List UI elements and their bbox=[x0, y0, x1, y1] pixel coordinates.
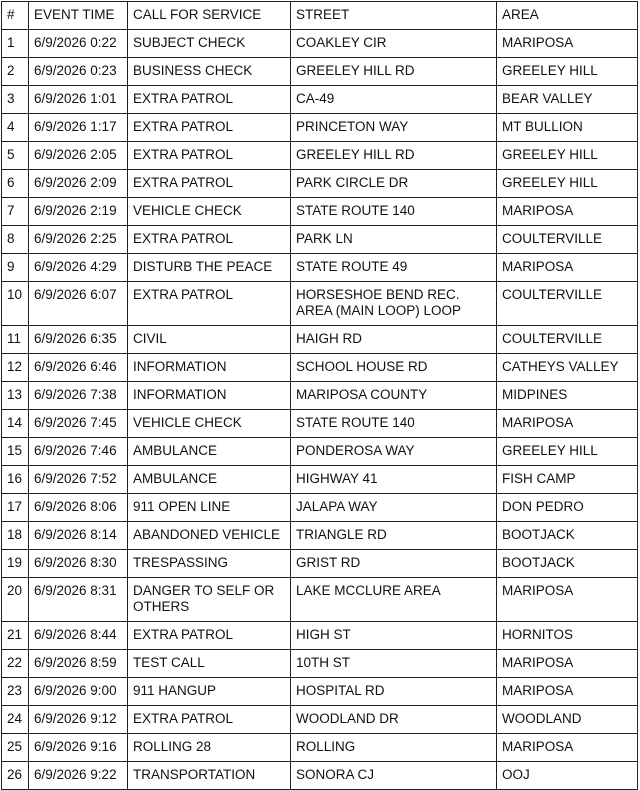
cell-call-for-service: ROLLING 28 bbox=[128, 734, 291, 762]
cell-street: COAKLEY CIR bbox=[291, 30, 497, 58]
cell-call-for-service: INFORMATION bbox=[128, 354, 291, 382]
table-row bbox=[2, 466, 638, 494]
cell-street: SONORA CJ bbox=[291, 762, 497, 790]
call-log-sheet bbox=[1, 1, 638, 790]
cell-number: 12 bbox=[2, 354, 29, 382]
cell-call-for-service: VEHICLE CHECK bbox=[128, 410, 291, 438]
cell-street: ROLLING bbox=[291, 734, 497, 762]
cell-area: BEAR VALLEY bbox=[497, 86, 638, 114]
table-body bbox=[2, 30, 638, 790]
table-row bbox=[2, 762, 638, 790]
cell-call-for-service: EXTRA PATROL bbox=[128, 170, 291, 198]
cell-street: 10TH ST bbox=[291, 650, 497, 678]
cell-number: 26 bbox=[2, 762, 29, 790]
table-row bbox=[2, 550, 638, 578]
cell-call-for-service: CIVIL bbox=[128, 326, 291, 354]
table-row bbox=[2, 58, 638, 86]
table-row bbox=[2, 410, 638, 438]
cell-number: 20 bbox=[2, 578, 29, 622]
cell-number: 11 bbox=[2, 326, 29, 354]
cell-call-for-service: EXTRA PATROL bbox=[128, 282, 291, 326]
cell-area: MARIPOSA bbox=[497, 578, 638, 622]
cell-event-time: 6/9/2026 1:17 bbox=[29, 114, 128, 142]
header-row bbox=[2, 2, 638, 30]
cell-event-time: 6/9/2026 2:09 bbox=[29, 170, 128, 198]
cell-number: 4 bbox=[2, 114, 29, 142]
cell-number: 18 bbox=[2, 522, 29, 550]
header-area: AREA bbox=[497, 2, 638, 30]
cell-number: 3 bbox=[2, 86, 29, 114]
cell-call-for-service: EXTRA PATROL bbox=[128, 114, 291, 142]
cell-street: GRIST RD bbox=[291, 550, 497, 578]
cell-area: COULTERVILLE bbox=[497, 282, 638, 326]
cell-call-for-service: EXTRA PATROL bbox=[128, 226, 291, 254]
table-row bbox=[2, 114, 638, 142]
header-call-for-service: CALL FOR SERVICE bbox=[128, 2, 291, 30]
cell-call-for-service: EXTRA PATROL bbox=[128, 86, 291, 114]
cell-number: 8 bbox=[2, 226, 29, 254]
table-row bbox=[2, 382, 638, 410]
table-row bbox=[2, 354, 638, 382]
cell-street: STATE ROUTE 140 bbox=[291, 410, 497, 438]
cell-area: HORNITOS bbox=[497, 622, 638, 650]
cell-area: COULTERVILLE bbox=[497, 326, 638, 354]
cell-street: STATE ROUTE 140 bbox=[291, 198, 497, 226]
table-row bbox=[2, 226, 638, 254]
cell-event-time: 6/9/2026 6:35 bbox=[29, 326, 128, 354]
cell-number: 15 bbox=[2, 438, 29, 466]
cell-call-for-service: DISTURB THE PEACE bbox=[128, 254, 291, 282]
cell-call-for-service: EXTRA PATROL bbox=[128, 142, 291, 170]
cell-call-for-service: ABANDONED VEHICLE bbox=[128, 522, 291, 550]
cell-event-time: 6/9/2026 8:59 bbox=[29, 650, 128, 678]
cell-event-time: 6/9/2026 0:22 bbox=[29, 30, 128, 58]
cell-area: CATHEYS VALLEY bbox=[497, 354, 638, 382]
cell-area: COULTERVILLE bbox=[497, 226, 638, 254]
cell-area: GREELEY HILL bbox=[497, 170, 638, 198]
cell-event-time: 6/9/2026 8:44 bbox=[29, 622, 128, 650]
cell-number: 13 bbox=[2, 382, 29, 410]
cell-call-for-service: VEHICLE CHECK bbox=[128, 198, 291, 226]
cell-number: 24 bbox=[2, 706, 29, 734]
table-row bbox=[2, 30, 638, 58]
cell-area: MT BULLION bbox=[497, 114, 638, 142]
cell-event-time: 6/9/2026 7:38 bbox=[29, 382, 128, 410]
cell-street: HIGH ST bbox=[291, 622, 497, 650]
cell-call-for-service: AMBULANCE bbox=[128, 438, 291, 466]
cell-call-for-service: DANGER TO SELF OR OTHERS bbox=[128, 578, 291, 622]
cell-number: 10 bbox=[2, 282, 29, 326]
header-number: # bbox=[2, 2, 29, 30]
table-row bbox=[2, 142, 638, 170]
cell-street: HOSPITAL RD bbox=[291, 678, 497, 706]
table-row bbox=[2, 734, 638, 762]
cell-street: WOODLAND DR bbox=[291, 706, 497, 734]
cell-call-for-service: AMBULANCE bbox=[128, 466, 291, 494]
cell-call-for-service: EXTRA PATROL bbox=[128, 622, 291, 650]
cell-area: MIDPINES bbox=[497, 382, 638, 410]
cell-street: LAKE MCCLURE AREA bbox=[291, 578, 497, 622]
cell-street: STATE ROUTE 49 bbox=[291, 254, 497, 282]
cell-number: 9 bbox=[2, 254, 29, 282]
cell-event-time: 6/9/2026 9:00 bbox=[29, 678, 128, 706]
call-log-table bbox=[1, 1, 638, 790]
cell-area: MARIPOSA bbox=[497, 678, 638, 706]
cell-number: 7 bbox=[2, 198, 29, 226]
table-row bbox=[2, 326, 638, 354]
cell-call-for-service: TRESPASSING bbox=[128, 550, 291, 578]
table-row bbox=[2, 494, 638, 522]
cell-area: MARIPOSA bbox=[497, 650, 638, 678]
table-row bbox=[2, 578, 638, 622]
cell-area: DON PEDRO bbox=[497, 494, 638, 522]
cell-event-time: 6/9/2026 8:31 bbox=[29, 578, 128, 622]
cell-call-for-service: SUBJECT CHECK bbox=[128, 30, 291, 58]
cell-street: PONDEROSA WAY bbox=[291, 438, 497, 466]
cell-area: GREELEY HILL bbox=[497, 58, 638, 86]
table-row bbox=[2, 198, 638, 226]
cell-call-for-service: TEST CALL bbox=[128, 650, 291, 678]
cell-area: BOOTJACK bbox=[497, 522, 638, 550]
cell-event-time: 6/9/2026 0:23 bbox=[29, 58, 128, 86]
cell-event-time: 6/9/2026 6:46 bbox=[29, 354, 128, 382]
cell-call-for-service: TRANSPORTATION bbox=[128, 762, 291, 790]
cell-area: MARIPOSA bbox=[497, 30, 638, 58]
cell-street: HIGHWAY 41 bbox=[291, 466, 497, 494]
cell-event-time: 6/9/2026 9:22 bbox=[29, 762, 128, 790]
cell-street: TRIANGLE RD bbox=[291, 522, 497, 550]
cell-event-time: 6/9/2026 2:19 bbox=[29, 198, 128, 226]
cell-event-time: 6/9/2026 2:05 bbox=[29, 142, 128, 170]
cell-number: 1 bbox=[2, 30, 29, 58]
cell-street: HORSESHOE BEND REC. AREA (MAIN LOOP) LOOP bbox=[291, 282, 497, 326]
cell-event-time: 6/9/2026 1:01 bbox=[29, 86, 128, 114]
cell-street: MARIPOSA COUNTY bbox=[291, 382, 497, 410]
cell-street: JALAPA WAY bbox=[291, 494, 497, 522]
cell-number: 19 bbox=[2, 550, 29, 578]
table-row bbox=[2, 86, 638, 114]
cell-number: 14 bbox=[2, 410, 29, 438]
cell-call-for-service: INFORMATION bbox=[128, 382, 291, 410]
cell-area: GREELEY HILL bbox=[497, 438, 638, 466]
cell-call-for-service: 911 HANGUP bbox=[128, 678, 291, 706]
cell-area: OOJ bbox=[497, 762, 638, 790]
cell-number: 25 bbox=[2, 734, 29, 762]
cell-number: 23 bbox=[2, 678, 29, 706]
cell-street: SCHOOL HOUSE RD bbox=[291, 354, 497, 382]
cell-area: BOOTJACK bbox=[497, 550, 638, 578]
cell-street: HAIGH RD bbox=[291, 326, 497, 354]
table-row bbox=[2, 706, 638, 734]
cell-event-time: 6/9/2026 9:12 bbox=[29, 706, 128, 734]
cell-event-time: 6/9/2026 7:46 bbox=[29, 438, 128, 466]
cell-number: 17 bbox=[2, 494, 29, 522]
cell-street: CA-49 bbox=[291, 86, 497, 114]
cell-area: WOODLAND bbox=[497, 706, 638, 734]
cell-call-for-service: BUSINESS CHECK bbox=[128, 58, 291, 86]
cell-event-time: 6/9/2026 7:52 bbox=[29, 466, 128, 494]
cell-event-time: 6/9/2026 8:30 bbox=[29, 550, 128, 578]
cell-event-time: 6/9/2026 6:07 bbox=[29, 282, 128, 326]
cell-street: PARK CIRCLE DR bbox=[291, 170, 497, 198]
table-row bbox=[2, 522, 638, 550]
header-event-time: EVENT TIME bbox=[29, 2, 128, 30]
cell-number: 21 bbox=[2, 622, 29, 650]
header-street: STREET bbox=[291, 2, 497, 30]
table-row bbox=[2, 622, 638, 650]
cell-event-time: 6/9/2026 7:45 bbox=[29, 410, 128, 438]
cell-event-time: 6/9/2026 2:25 bbox=[29, 226, 128, 254]
cell-area: MARIPOSA bbox=[497, 734, 638, 762]
table-row bbox=[2, 438, 638, 466]
table-row bbox=[2, 678, 638, 706]
cell-number: 6 bbox=[2, 170, 29, 198]
cell-area: MARIPOSA bbox=[497, 410, 638, 438]
cell-event-time: 6/9/2026 9:16 bbox=[29, 734, 128, 762]
cell-street: GREELEY HILL RD bbox=[291, 58, 497, 86]
table-header bbox=[2, 2, 638, 30]
cell-area: MARIPOSA bbox=[497, 254, 638, 282]
cell-area: MARIPOSA bbox=[497, 198, 638, 226]
cell-street: PRINCETON WAY bbox=[291, 114, 497, 142]
table-row bbox=[2, 650, 638, 678]
cell-street: PARK LN bbox=[291, 226, 497, 254]
table-row bbox=[2, 170, 638, 198]
cell-call-for-service: EXTRA PATROL bbox=[128, 706, 291, 734]
cell-call-for-service: 911 OPEN LINE bbox=[128, 494, 291, 522]
cell-event-time: 6/9/2026 4:29 bbox=[29, 254, 128, 282]
table-row bbox=[2, 282, 638, 326]
cell-event-time: 6/9/2026 8:14 bbox=[29, 522, 128, 550]
cell-area: FISH CAMP bbox=[497, 466, 638, 494]
cell-street: GREELEY HILL RD bbox=[291, 142, 497, 170]
cell-number: 5 bbox=[2, 142, 29, 170]
cell-number: 2 bbox=[2, 58, 29, 86]
cell-event-time: 6/9/2026 8:06 bbox=[29, 494, 128, 522]
table-row bbox=[2, 254, 638, 282]
cell-number: 16 bbox=[2, 466, 29, 494]
cell-number: 22 bbox=[2, 650, 29, 678]
cell-area: GREELEY HILL bbox=[497, 142, 638, 170]
